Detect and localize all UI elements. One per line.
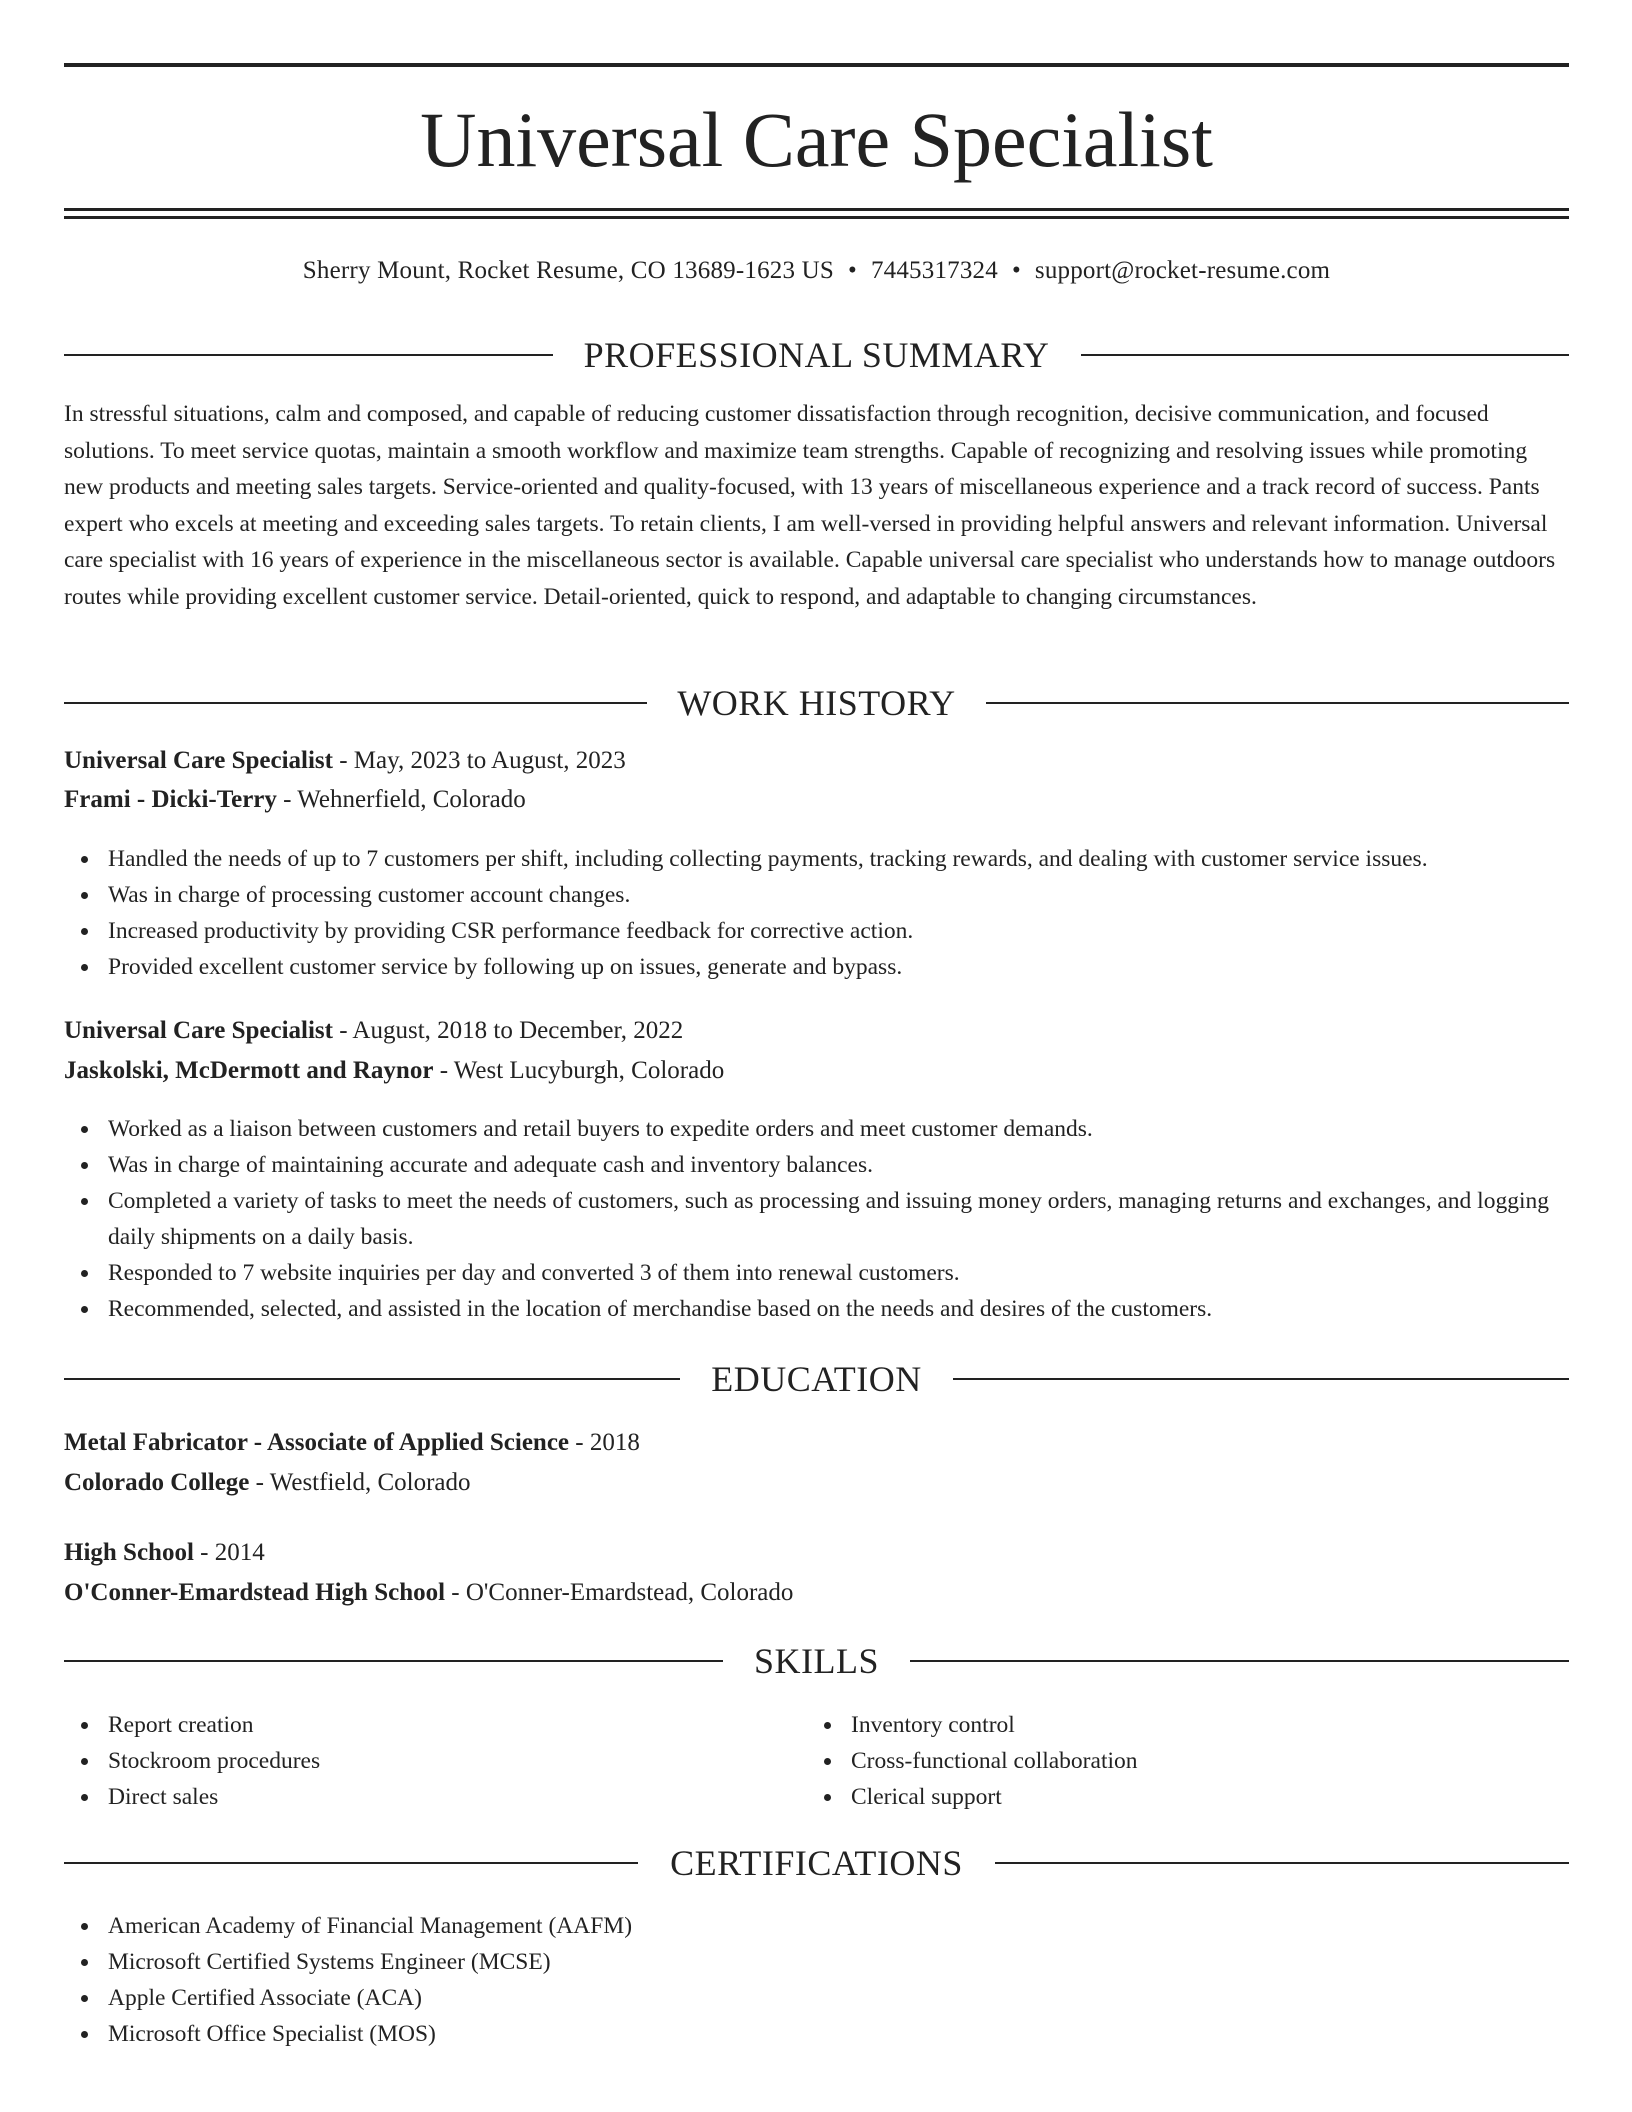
education-location: - Westfield, Colorado (249, 1469, 471, 1496)
job-bullet-list (64, 841, 1569, 985)
education-heading: EDUCATION (711, 1359, 922, 1399)
skills-section-header (64, 1639, 1569, 1683)
list-item: Inventory control (807, 1707, 1507, 1743)
contact-separator: • (1011, 257, 1021, 284)
list-item: Was in charge of processing customer account changes. (64, 877, 1569, 913)
contact-line (64, 254, 1569, 288)
list-item: Handled the needs of up to 7 customers per shift, including collecting payments, tracking rewards, and dealing with customer service issues. (64, 841, 1569, 877)
list-item: Direct sales (64, 1779, 764, 1815)
job-bullet-list (64, 1111, 1569, 1327)
section-rule-right (953, 1378, 1569, 1380)
education-school: Colorado College (64, 1469, 250, 1496)
skills-list-left (64, 1707, 764, 1815)
section-rule-right (910, 1660, 1569, 1662)
certifications-section-header (64, 1841, 1569, 1885)
list-item: Apple Certified Associate (ACA) (64, 1980, 1569, 2016)
contact-separator: • (848, 257, 857, 284)
education-section-header (64, 1357, 1569, 1401)
certifications-list (64, 1908, 1569, 2052)
education-school: O'Conner-Emardstead High School (64, 1579, 446, 1606)
work-section-header (64, 681, 1569, 725)
job-company-line (64, 1053, 724, 1089)
list-item: Clerical support (807, 1779, 1507, 1815)
section-rule-right (986, 702, 1569, 704)
list-item: Recommended, selected, and assisted in the location of merchandise based on the needs and desires of the customers. (64, 1291, 1569, 1327)
job-dates: - May, 2023 to August, 2023 (332, 747, 626, 774)
header-double-rule-upper (64, 208, 1569, 211)
list-item: Stockroom procedures (64, 1743, 764, 1779)
summary-text: In stressful situations, calm and composed, and capable of reducing customer dissatisfaction through recognition, decisive communication, and focused solutions. To meet service quotas, maintain a smooth workflow and maximize team strengths. Capable of recognizing and resolving issues while promoting new products and meeting sales targets. Service-oriented and quality-focused, with 13 years of miscellaneous experience and a track record of success. Pants expert who excels at meeting and exceeding sales targets. To retain clients, I am well-versed in providing helpful answers and relevant information. Universal care specialist with 16 years of experience in the miscellaneous sector is available. Capable universal care specialist who understands how to manage outdoors routes while providing excellent customer service. Detail-oriented, quick to respond, and adaptable to changing circumstances. (64, 401, 1556, 610)
list-item: Was in charge of maintaining accurate and adequate cash and inventory balances. (64, 1147, 1569, 1183)
list-item: Microsoft Certified Systems Engineer (MCSE) (64, 1944, 1569, 1980)
work-heading: WORK HISTORY (677, 683, 956, 723)
section-rule-right (1081, 354, 1569, 356)
list-item: Provided excellent customer service by following up on issues, generate and bypass. (64, 949, 1569, 985)
job-title-line (64, 743, 626, 779)
list-item: American Academy of Financial Management (AAFM) (64, 1908, 1569, 1944)
education-degree: High School (64, 1539, 194, 1566)
resume-title: Universal Care Specialist (420, 96, 1213, 183)
list-item: Report creation (64, 1707, 764, 1743)
section-rule-right (995, 1862, 1569, 1864)
education-year: - 2018 (569, 1429, 640, 1456)
contact-address: Sherry Mount, Rocket Resume, CO 13689-1623 US (302, 257, 834, 284)
list-item: Responded to 7 website inquiries per day and converted 3 of them into renewal customers. (64, 1255, 1569, 1291)
job-company: Jaskolski, McDermott and Raynor (64, 1057, 434, 1084)
job-dates: - August, 2018 to December, 2022 (332, 1017, 684, 1044)
list-item: Microsoft Office Specialist (MOS) (64, 2016, 1569, 2052)
header-top-rule (64, 63, 1569, 67)
job-company: Frami - Dicki-Terry (64, 786, 277, 813)
header-double-rule-lower (64, 216, 1569, 219)
contact-email: support@rocket-resume.com (1034, 257, 1331, 284)
job-title: Universal Care Specialist (64, 1017, 333, 1044)
education-school-line (64, 1465, 470, 1501)
certifications-heading: CERTIFICATIONS (670, 1843, 963, 1883)
job-location: - Wehnerfield, Colorado (276, 786, 526, 813)
contact-phone: 7445317324 (870, 257, 998, 284)
skills-list-right (807, 1707, 1507, 1815)
summary-heading: PROFESSIONAL SUMMARY (583, 335, 1050, 375)
job-company-line (64, 782, 526, 818)
job-location: - West Lucyburgh, Colorado (433, 1057, 725, 1084)
skills-heading: SKILLS (753, 1641, 879, 1681)
summary-section-header (64, 333, 1569, 377)
job-title: Universal Care Specialist (64, 747, 333, 774)
job-title-line (64, 1013, 683, 1049)
list-item: Increased productivity by providing CSR performance feedback for corrective action. (64, 913, 1569, 949)
education-degree-line (64, 1425, 640, 1461)
list-item: Worked as a liaison between customers and retail buyers to expedite orders and meet customer demands. (64, 1111, 1569, 1147)
list-item: Completed a variety of tasks to meet the needs of customers, such as processing and issuing money orders, managing returns and exchanges, and logging daily shipments on a daily basis. (64, 1183, 1569, 1255)
education-degree-line (64, 1535, 265, 1571)
list-item: Cross-functional collaboration (807, 1743, 1507, 1779)
education-location: - O'Conner-Emardstead, Colorado (445, 1579, 794, 1606)
education-degree: Metal Fabricator - Associate of Applied Science (64, 1429, 570, 1456)
education-school-line (64, 1575, 793, 1611)
education-year: - 2014 (193, 1539, 265, 1566)
